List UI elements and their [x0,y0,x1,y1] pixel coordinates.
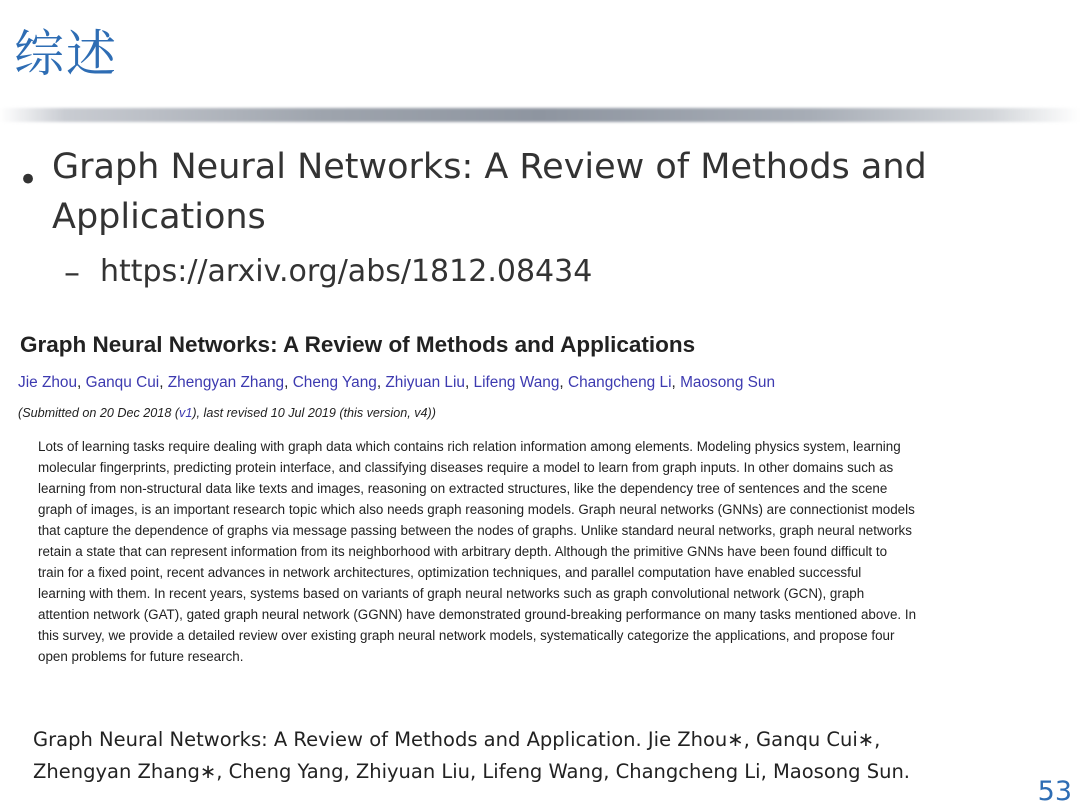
author-link[interactable]: Maosong Sun [680,374,776,391]
abstract-line: attention network (GAT), gated graph neural network (GGNN) have demonstrated ground-breaking performance on many tasks mentioned above. In [38,607,917,622]
author-link[interactable]: Jie Zhou [18,374,78,391]
submission-history [18,406,436,420]
abstract-line: graph of images, is an important research topic which also needs graph reasoning models. Graph neural networks (GNNs) are connectionist models [38,502,915,517]
sub-bullet-marker: – [64,253,80,291]
version-link[interactable]: v1 [179,406,193,420]
slide-title: 综述 [14,25,118,83]
paper-authors: Jie Zhou, Ganqu Cui, Zhengyan Zhang, Cheng Yang, Zhiyuan Liu, Lifeng Wang, Changcheng Li, Maosong Sun [18,374,776,391]
citation [33,724,1033,788]
arxiv-abstract-screenshot [12,326,1072,686]
abstract-line: Lots of learning tasks require dealing with graph data which contains rich relation information among elements. Modeling physics system, learning [38,439,901,454]
bullet-marker: • [18,160,39,200]
page-number: 53 [1037,776,1072,807]
citation-line-2: Zhengyan Zhang∗, Cheng Yang, Zhiyuan Liu, Lifeng Wang, Changcheng Li, Maosong Sun. [33,760,911,783]
submitted-prefix: (Submitted on 20 Dec 2018 ( [18,406,180,420]
author-link[interactable]: Lifeng Wang [473,374,560,391]
abstract-line: train for a fixed point, recent advances in network architectures, optimization techniques, and parallel computation have enabled successful [38,565,862,580]
abstract-line: learning from non-structural data like texts and images, reasoning on extracted structures, like the dependency tree of sentences and the scene [38,481,888,496]
author-link[interactable]: Zhengyan Zhang [167,374,285,391]
submitted-suffix: ), last revised 10 Jul 2019 (this version, v4)) [192,406,436,420]
author-link[interactable]: Changcheng Li [567,374,672,391]
abstract-line: that capture the dependence of graphs via message passing between the nodes of graphs. Unlike standard neural networks, graph neural networks [38,523,912,538]
abstract-line: open problems for future research. [38,649,244,664]
abstract-line: this survey, we provide a detailed review over existing graph neural network models, systematically categorize the applications, and propose four [38,628,895,643]
abstract-line: retain a state that can represent information from its neighborhood with arbitrary depth. Although the primitive GNNs have been found difficult to [38,544,888,559]
abstract-line: learning with them. In recent years, systems based on variants of graph neural networks such as graph convolutional network (GCN), graph [38,586,865,601]
bullet-paper-title: Graph Neural Networks: A Review of Methods and Applications [52,147,927,237]
citation-line-1: Graph Neural Networks: A Review of Methods and Application. Jie Zhou∗, Ganqu Cui∗, [33,728,881,751]
author-link[interactable]: Ganqu Cui [85,374,160,391]
author-link[interactable]: Cheng Yang [292,374,377,391]
arxiv-url: https://arxiv.org/abs/1812.08434 [100,254,593,289]
title-divider [0,108,1080,122]
author-link[interactable]: Zhiyuan Liu [385,374,465,391]
abstract-line: molecular fingerprints, predicting protein interface, and classifying diseases require a model to learn from graph inputs. In other domains such as [38,460,894,475]
paper-title: Graph Neural Networks: A Review of Methods and Applications [20,332,696,357]
